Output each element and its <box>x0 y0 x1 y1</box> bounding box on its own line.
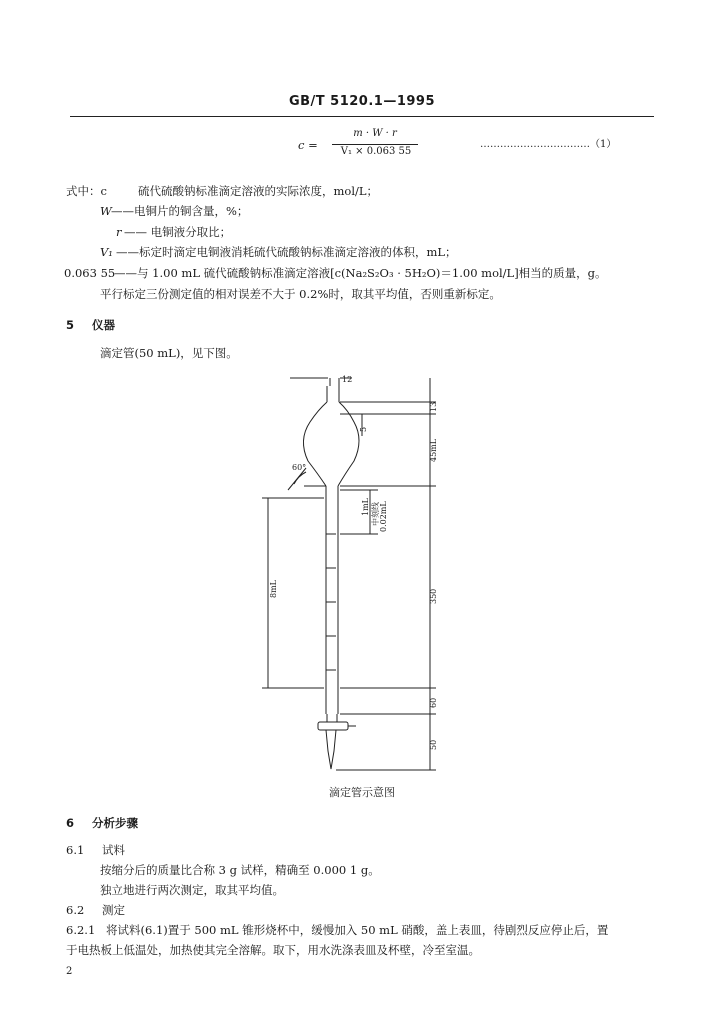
section-5-number: 5 <box>66 318 75 332</box>
where-r-desc: —— 电铜液分取比； <box>124 225 232 239</box>
dim-12-label: 12 <box>342 375 353 384</box>
where-v1-symbol: V₁ <box>100 245 113 259</box>
parallel-note: 平行标定三份测定值的相对误差不大于 0.2%时，取其平均值，否则重新标定。 <box>100 287 501 301</box>
section-6-1-line-2: 独立地进行两次测定，取其平均值。 <box>100 883 284 897</box>
page-header: GB/T 5120.1—1995 <box>288 94 436 109</box>
section-5-text: 滴定管(50 mL)，见下图。 <box>100 346 238 360</box>
dim-50-label: 50 <box>429 739 438 750</box>
dim-13-label: 13 <box>429 401 438 412</box>
fraction-bar <box>332 144 418 145</box>
section-6-2-1-line-2: 于电热板上低温处，加热使其完全溶解。取下，用水洗涤表皿及杯壁，冷至室温。 <box>66 943 480 957</box>
dim-5-label: 5 <box>359 426 368 432</box>
formula-number: ……………………………（1） <box>480 139 617 150</box>
dim-8ml-label: 8mL <box>269 580 278 598</box>
formula-1 <box>298 128 428 162</box>
section-6-2-number: 6.2 <box>66 903 85 917</box>
section-5-title: 仪器 <box>92 318 115 332</box>
formula-numerator: m · W · r <box>353 128 397 139</box>
dim-60-label: 60 <box>429 697 438 708</box>
section-6-2-1-number: 6.2.1 <box>66 923 96 937</box>
scale-line-label: 中刻线 <box>371 502 380 526</box>
section-6-1-number: 6.1 <box>66 843 85 857</box>
formula-denominator: V₁ × 0.063 55 <box>340 146 412 157</box>
where-const-desc: ——与 1.00 mL 硫代硫酸钠标准滴定溶液[c(Na₂S₂O₃ · 5H₂O)＝1.00 mol/L]相当的质量，g。 <box>114 266 607 280</box>
section-6-1-line-1: 按缩分后的质量比合称 3 g 试样，精确至 0.000 1 g。 <box>100 863 380 877</box>
section-6-title: 分析步骤 <box>92 816 138 830</box>
where-const-symbol: 0.063 55 <box>64 266 116 280</box>
section-6-2-1-line-1: 将试料(6.1)置于 500 mL 锥形烧杯中，缓慢加入 50 mL 硝酸，盖上表皿，待剧烈反应停止后，置 <box>106 923 609 937</box>
where-c-desc: 硫代硫酸钠标准滴定溶液的实际浓度，mol/L； <box>138 184 379 198</box>
where-r-symbol: r <box>116 225 122 239</box>
dim-1ml-label: 1mL <box>361 498 370 516</box>
dim-45ml-label: 45mL <box>429 438 438 462</box>
angle-60-label: 60° <box>292 463 307 472</box>
header-rule <box>70 116 654 117</box>
where-c-symbol: 式中：c <box>66 184 107 198</box>
formula-lhs: c = <box>298 138 318 152</box>
where-w-symbol: W <box>100 204 112 218</box>
figure-caption: 滴定管示意图 <box>329 786 395 799</box>
dim-350-label: 350 <box>429 588 438 604</box>
burette-diagram <box>240 366 470 786</box>
section-6-number: 6 <box>66 816 75 830</box>
where-w-desc: ——电铜片的铜含量，%； <box>111 204 249 218</box>
section-6-2-title: 测定 <box>102 903 125 917</box>
where-v1-desc: ——标定时滴定电铜液消耗硫代硫酸钠标准滴定溶液的体积，mL； <box>116 245 457 259</box>
scale-value-label: 0.02mL <box>379 501 388 532</box>
page-number: 2 <box>66 966 73 977</box>
section-6-1-title: 试料 <box>102 843 125 857</box>
